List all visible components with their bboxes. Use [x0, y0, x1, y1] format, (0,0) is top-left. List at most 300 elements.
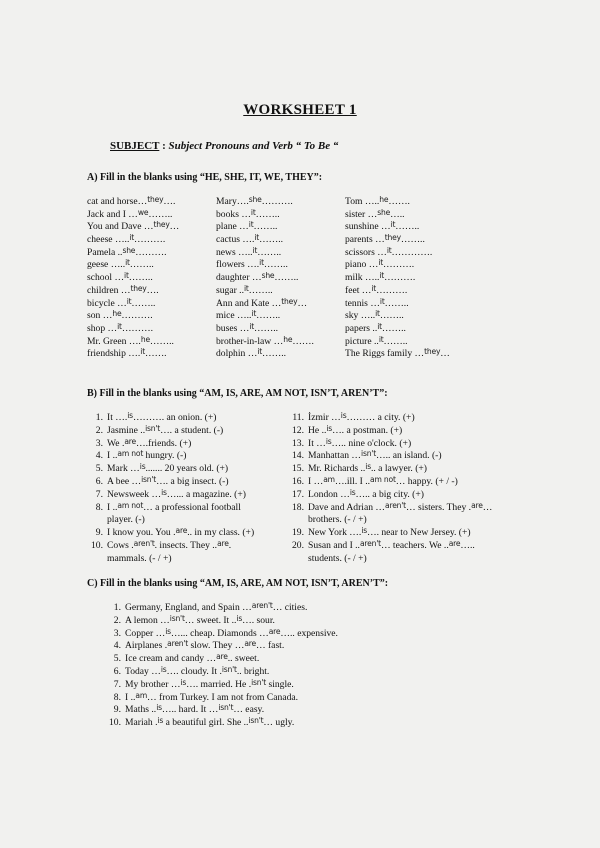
printed-text: mammals. (- / +): [107, 552, 172, 564]
item-dots: ……….: [121, 310, 153, 322]
printed-text: … easy.: [233, 704, 265, 716]
item-noun: milk …..: [345, 272, 380, 284]
handwritten-answer: it: [378, 334, 384, 344]
printed-text: … sisters. They .: [405, 501, 472, 513]
handwritten-answer: is: [326, 423, 333, 433]
handwritten-answer: is: [156, 703, 162, 713]
handwritten-answer: it: [259, 258, 264, 268]
handwritten-answer: is: [160, 664, 167, 674]
printed-text: I …: [308, 475, 324, 487]
item-noun: cactus ….: [216, 234, 255, 246]
item-number: 9.: [95, 527, 103, 539]
handwritten-answer: is: [180, 677, 187, 687]
exercise-item: [87, 425, 254, 438]
blank-item: [87, 348, 179, 361]
blank-item: [87, 247, 179, 260]
printed-text: Jasmine ..: [107, 424, 146, 436]
item-number: 6.: [95, 475, 103, 487]
blank-item: [216, 285, 314, 298]
printed-text: .. in my class. (+): [187, 527, 255, 539]
handwritten-answer: are: [471, 500, 483, 510]
blank-item: [87, 234, 179, 247]
item-dots: …..: [390, 208, 405, 220]
handwritten-answer: isn't: [361, 449, 376, 459]
item-noun: shop …: [87, 322, 118, 334]
exercise-item-continuation: [288, 553, 492, 566]
item-number: 9.: [113, 704, 121, 716]
printed-text: brothers. (- / +): [308, 514, 367, 526]
handwritten-answer: it: [140, 347, 145, 357]
section-c-list: [105, 602, 338, 730]
printed-text: Mr. Richards ..: [308, 463, 366, 475]
item-noun: brother-in-law …: [216, 335, 284, 347]
exercise-item-continuation: [288, 514, 492, 527]
exercise-item: [288, 412, 492, 425]
blank-item: [216, 196, 314, 209]
exercise-item-continuation: [87, 553, 254, 566]
printed-text: slow. They …: [188, 640, 245, 652]
printed-text: …. married. He .: [186, 678, 252, 690]
item-dots: ….: [163, 196, 176, 207]
item-number: 8.: [113, 691, 121, 703]
printed-text: …. a big insect. (-): [156, 475, 229, 487]
printed-text: ……… a city. (+): [346, 412, 415, 423]
handwritten-answer: aren't: [359, 538, 381, 548]
exercise-item: [288, 425, 492, 438]
item-number: 5.: [113, 653, 121, 665]
item-noun: buses …: [216, 322, 250, 334]
printed-text: … from Turkey. I am not from Canada.: [147, 691, 299, 703]
handwritten-answer: she: [122, 245, 136, 255]
item-noun: The Riggs family …: [345, 348, 425, 360]
printed-text: .: [228, 539, 232, 551]
item-noun: friendship ….: [87, 348, 141, 360]
printed-text: Manhattan …: [308, 450, 362, 462]
item-dots: ……..: [262, 348, 286, 360]
handwritten-answer: is: [157, 716, 164, 726]
blank-item: [345, 234, 450, 247]
item-dots: ……..: [148, 208, 173, 220]
handwritten-answer: isn't: [221, 664, 237, 674]
printed-text: I know you. You .: [107, 527, 176, 539]
handwritten-answer: isn't: [248, 716, 264, 726]
blank-item: [345, 348, 450, 361]
handwritten-answer: he: [379, 195, 389, 204]
printed-text: player. (-): [107, 514, 145, 526]
printed-text: … sweet. It ..: [184, 614, 237, 626]
printed-text: ….. nine o'clock. (+): [331, 437, 412, 449]
handwritten-answer: it: [251, 309, 257, 319]
item-noun: plane …: [216, 221, 249, 233]
item-dots: ……..: [379, 310, 404, 322]
blank-item: [216, 209, 314, 222]
item-number: 12.: [292, 424, 304, 436]
item-noun: daughter …: [216, 272, 262, 284]
item-noun: sugar ..: [216, 284, 244, 296]
handwritten-answer: is: [165, 626, 171, 636]
exercise-item: [87, 438, 254, 451]
handwritten-answer: is: [127, 411, 133, 420]
blank-item: [345, 323, 450, 336]
printed-text: Copper …: [125, 627, 166, 639]
handwritten-answer: am: [135, 690, 148, 700]
item-dots: …: [297, 297, 308, 309]
printed-text: Cows .: [107, 539, 134, 551]
blank-item: [345, 285, 450, 298]
blank-item: [87, 259, 179, 272]
blank-item: [216, 310, 314, 323]
item-noun: sunshine …: [345, 221, 391, 233]
item-dots: ……..: [259, 234, 284, 246]
item-number: 7.: [113, 678, 121, 690]
printed-text: …. near to New Jersey. (+): [366, 527, 471, 539]
item-noun: books …: [216, 208, 251, 220]
blank-item: [345, 272, 450, 285]
handwritten-answer: they: [153, 220, 170, 230]
printed-text: Newsweek …: [107, 488, 162, 500]
blank-item: [216, 323, 314, 336]
blank-item: [87, 336, 179, 349]
printed-text: …. a student. (-): [160, 424, 224, 436]
item-dots: …….: [292, 335, 314, 347]
handwritten-answer: it: [129, 233, 135, 243]
handwritten-answer: they: [384, 233, 401, 243]
item-noun: Tom …..: [345, 196, 380, 207]
section-a-column-1: [87, 196, 179, 361]
blank-item: [216, 221, 314, 234]
printed-text: ….ill. I ..: [334, 475, 371, 487]
item-dots: ……..: [128, 272, 153, 284]
exercise-item: [288, 438, 492, 451]
blank-item: [216, 272, 314, 285]
item-noun: dolphin …: [216, 348, 258, 360]
item-noun: mice …..: [216, 310, 252, 322]
printed-text: Mark …: [107, 463, 140, 475]
blank-item: [216, 247, 314, 260]
handwritten-answer: are: [244, 639, 256, 649]
handwritten-answer: isn't: [141, 474, 157, 484]
item-noun: papers ..: [345, 322, 378, 334]
section-a-column-3: [345, 196, 450, 361]
item-dots: …: [169, 221, 180, 233]
exercise-item: [105, 666, 338, 679]
item-dots: ………….: [391, 246, 433, 258]
printed-text: …. a postman. (+): [332, 424, 403, 436]
item-number: 15.: [292, 463, 304, 475]
handwritten-answer: we: [137, 207, 149, 217]
item-noun: Mr. Green ….: [87, 335, 141, 347]
exercise-item: [87, 540, 254, 553]
printed-text: A lemon …: [125, 614, 170, 626]
item-number: 6.: [113, 665, 121, 677]
handwritten-answer: is: [340, 411, 347, 420]
handwritten-answer: it: [117, 321, 122, 331]
printed-text: ………. an onion. (+): [132, 412, 217, 423]
item-dots: ……..: [383, 335, 408, 347]
item-dots: ……..: [254, 322, 278, 334]
handwritten-answer: is: [161, 487, 167, 497]
blank-item: [345, 298, 450, 311]
handwritten-answer: are: [175, 526, 188, 536]
printed-text: ….. an island. (-): [375, 450, 442, 462]
section-b-right-column: [288, 412, 492, 566]
handwritten-answer: is: [139, 462, 146, 472]
handwritten-answer: is: [361, 526, 367, 536]
item-noun: You and Dave …: [87, 221, 154, 233]
exercise-item: [87, 476, 254, 489]
handwritten-answer: she: [377, 207, 391, 217]
item-noun: parents …: [345, 234, 385, 246]
printed-text: We .: [107, 437, 125, 449]
exercise-item: [288, 489, 492, 502]
printed-text: .. sweet.: [227, 653, 260, 665]
section-c-heading: C) Fill in the blanks using “AM, IS, ARE, AM NOT, ISN’T, AREN’T”:: [87, 578, 389, 589]
handwritten-answer: it: [379, 296, 385, 306]
printed-text: It ….: [107, 412, 128, 423]
item-number: 10.: [91, 539, 103, 551]
item-dots: ……….: [261, 196, 293, 207]
worksheet-title: WORKSHEET 1: [243, 102, 357, 118]
item-noun: school …: [87, 272, 125, 284]
blank-item: [87, 310, 179, 323]
section-b-heading: B) Fill in the blanks using “AM, IS, ARE, AM NOT, ISN’T, AREN’T”:: [87, 388, 388, 399]
printed-text: Maths ..: [125, 704, 157, 716]
exercise-item: [288, 502, 492, 515]
handwritten-answer: aren't: [251, 601, 273, 610]
item-dots: …: [440, 348, 450, 360]
printed-text: Today …: [125, 665, 161, 677]
handwritten-answer: it: [125, 258, 130, 268]
blank-item: [87, 298, 179, 311]
printed-text: a beautiful girl. She ..: [163, 717, 249, 729]
printed-text: Mariah .: [125, 717, 158, 729]
exercise-item: [288, 476, 492, 489]
subject-line: [110, 140, 338, 152]
handwritten-answer: he: [140, 334, 150, 344]
item-number: 18.: [292, 501, 304, 513]
item-number: 11.: [292, 412, 304, 423]
item-noun: cat and horse…: [87, 196, 148, 207]
printed-text: hungry. (-): [143, 450, 187, 462]
item-dots: …….: [388, 196, 410, 207]
item-number: 1.: [95, 412, 103, 423]
item-noun: Jack and I …: [87, 208, 138, 220]
blank-item: [345, 196, 450, 209]
item-dots: ……..: [129, 259, 154, 271]
printed-text: Susan and I ..: [308, 539, 360, 551]
item-noun: Mary….: [216, 196, 249, 207]
item-number: 1.: [113, 602, 121, 613]
printed-text: . insects. They ..: [154, 539, 218, 551]
blank-item: [345, 310, 450, 323]
printed-text: Ice cream and candy …: [125, 653, 217, 665]
printed-text: …... cheap. Diamonds …: [170, 627, 269, 639]
blank-item: [216, 336, 314, 349]
item-noun: Ann and Kate …: [216, 297, 282, 309]
printed-text: Airplanes .: [125, 640, 168, 652]
handwritten-answer: it: [249, 321, 254, 331]
item-dots: ……..: [149, 335, 174, 347]
printed-text: ….. a big city. (+): [355, 488, 424, 500]
item-number: 16.: [292, 475, 304, 487]
printed-text: … teachers. We ..: [380, 539, 449, 551]
handwritten-answer: are: [124, 436, 137, 446]
handwritten-answer: they: [281, 296, 298, 306]
exercise-item: [288, 450, 492, 463]
blank-item: [216, 234, 314, 247]
handwritten-answer: she: [261, 271, 275, 281]
exercise-item: [87, 527, 254, 540]
blank-item: [345, 247, 450, 260]
exercise-item: [87, 450, 254, 463]
item-dots: ……….: [383, 259, 415, 271]
handwritten-answer: they: [424, 347, 441, 357]
printed-text: …. cloudy. It .: [166, 665, 222, 677]
printed-text: ….. hard. It …: [161, 704, 219, 716]
handwritten-answer: it: [390, 220, 396, 230]
handwritten-answer: it: [252, 245, 258, 255]
exercise-item: [105, 717, 338, 730]
item-noun: cheese …..: [87, 234, 130, 246]
item-dots: ……..: [248, 284, 273, 296]
item-dots: ……..: [255, 208, 280, 220]
handwritten-answer: are: [268, 626, 281, 636]
handwritten-answer: it: [254, 233, 260, 243]
handwritten-answer: it: [371, 283, 377, 293]
item-noun: flowers ….: [216, 259, 260, 271]
section-a-heading: A) Fill in the blanks using “HE, SHE, IT, WE, THEY”:: [87, 172, 323, 183]
exercise-item-continuation: [87, 514, 254, 527]
item-dots: ……….: [134, 234, 166, 246]
item-number: 4.: [113, 640, 121, 652]
handwritten-answer: isn't: [218, 703, 234, 713]
handwritten-answer: am not: [117, 500, 144, 510]
handwritten-answer: are: [217, 538, 229, 548]
item-dots: ……….: [376, 284, 408, 296]
handwritten-answer: isn't: [145, 423, 161, 433]
exercise-item: [87, 489, 254, 502]
item-dots: ……..: [257, 246, 282, 258]
handwritten-answer: it: [257, 347, 262, 357]
exercise-item: [105, 704, 338, 717]
item-dots: ……..: [274, 272, 299, 284]
handwritten-answer: they: [130, 283, 147, 293]
handwritten-answer: she: [248, 195, 262, 204]
printed-text: My brother …: [125, 678, 181, 690]
handwritten-answer: aren't: [385, 500, 406, 510]
item-number: 19.: [292, 527, 304, 539]
printed-text: single.: [266, 678, 294, 690]
item-number: 10.: [109, 717, 121, 729]
item-noun: news …..: [216, 246, 253, 258]
printed-text: … cities.: [272, 602, 308, 613]
exercise-item: [288, 540, 492, 553]
printed-text: … fast.: [256, 640, 285, 652]
subject-value: Subject Pronouns and Verb “ To Be “: [168, 140, 339, 152]
item-number: 20.: [292, 539, 304, 551]
handwritten-answer: are: [216, 652, 228, 662]
item-noun: children …: [87, 284, 131, 296]
handwritten-answer: he: [112, 309, 122, 319]
item-noun: sister …: [345, 208, 378, 220]
blank-item: [87, 323, 179, 336]
handwritten-answer: is: [365, 462, 371, 472]
item-dots: ……..: [263, 259, 288, 271]
item-dots: ……..: [253, 221, 278, 233]
printed-text: İzmir …: [308, 412, 341, 423]
printed-text: Dave and Adrian …: [308, 501, 385, 513]
handwritten-answer: aren't: [167, 639, 189, 649]
blank-item: [216, 298, 314, 311]
item-noun: picture ..: [345, 335, 379, 347]
item-dots: ….: [146, 284, 159, 296]
item-noun: feet …: [345, 284, 372, 296]
item-noun: Pamela ..: [87, 246, 123, 258]
section-a-column-2: [216, 196, 314, 361]
section-b-left-column: [87, 412, 254, 566]
item-number: 4.: [95, 450, 103, 462]
printed-text: A bee …: [107, 475, 142, 487]
printed-text: …. sour.: [242, 614, 275, 626]
item-noun: geese …..: [87, 259, 126, 271]
handwritten-answer: is: [325, 436, 332, 446]
handwritten-answer: it: [124, 271, 129, 281]
exercise-item: [105, 679, 338, 692]
item-dots: ……..: [256, 310, 281, 322]
handwritten-answer: are: [448, 538, 461, 548]
printed-text: …..: [460, 539, 475, 551]
item-number: 3.: [95, 437, 103, 449]
exercise-item: [87, 463, 254, 476]
handwritten-answer: isn't: [169, 613, 185, 623]
item-noun: scissors …: [345, 246, 387, 258]
handwritten-answer: am not: [370, 474, 396, 484]
item-dots: ……….: [121, 322, 153, 334]
item-dots: ……….: [384, 272, 416, 284]
item-number: 2.: [95, 424, 103, 436]
blank-item: [345, 209, 450, 222]
printed-text: It …: [308, 437, 326, 449]
printed-text: Germany, England, and Spain …: [125, 602, 252, 613]
item-dots: ……..: [395, 221, 420, 233]
printed-text: I ..: [107, 501, 118, 513]
blank-item: [216, 348, 314, 361]
item-dots: ……..: [131, 297, 156, 309]
handwritten-answer: is: [349, 487, 356, 497]
handwritten-answer: he: [283, 334, 293, 344]
printed-text: …: [482, 501, 493, 513]
handwritten-answer: it: [126, 296, 132, 306]
printed-text: London …: [308, 488, 350, 500]
handwritten-answer: aren't: [133, 538, 155, 548]
printed-text: ….. expensive.: [280, 627, 338, 639]
item-number: 13.: [292, 437, 304, 449]
item-noun: bicycle …: [87, 297, 127, 309]
handwritten-answer: it: [386, 245, 392, 255]
handwritten-answer: it: [375, 309, 380, 319]
handwritten-answer: it: [243, 283, 249, 293]
item-dots: …….: [144, 348, 167, 360]
printed-text: .. bright.: [236, 665, 270, 677]
exercise-item: [87, 502, 254, 515]
subject-label: SUBJECT: [110, 140, 160, 152]
printed-text: He ..: [308, 424, 327, 436]
printed-text: .. a lawyer. (+): [370, 463, 427, 475]
handwritten-answer: am not: [117, 449, 144, 459]
item-dots: ……..: [381, 322, 406, 334]
printed-text: I ..: [107, 450, 118, 462]
item-number: 2.: [113, 614, 121, 626]
